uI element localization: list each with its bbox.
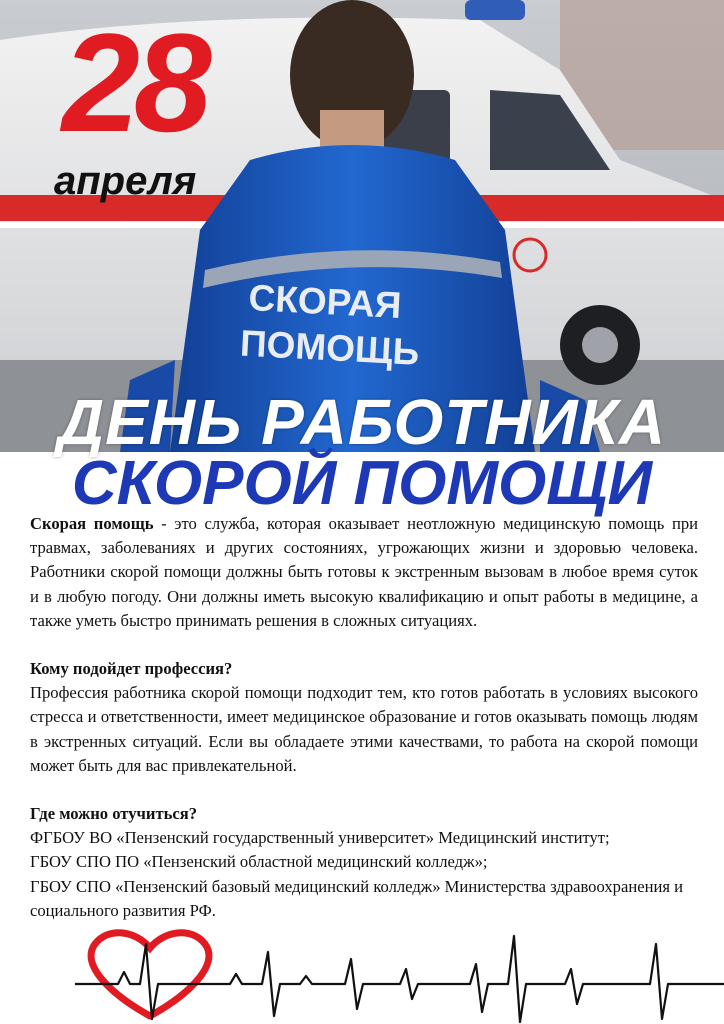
who-paragraph: Профессия работника скорой помощи подходит тем, кто готов работать в условиях высокого стресса и ответственности, имеет медицинское образование и готов оказывать помощь людям в экстренных ситуаций. Если вы обладаете этими качествами, то работа на скорой помощи может быть для вас привлекательной.	[30, 683, 698, 775]
ecg-line	[75, 936, 724, 1022]
date-day: 28	[62, 4, 206, 161]
article-body	[30, 512, 698, 923]
where-heading: Где можно отучиться?	[30, 804, 198, 824]
school-item: ГБОУ СПО «Пензенский базовый медицинский колледж» Министерства здравоохранения и социального развития РФ.	[30, 876, 683, 920]
ecg-decoration	[0, 924, 724, 1024]
school-item: ФГБОУ ВО «Пензенский государственный университет» Медицинский институт;	[30, 828, 610, 848]
jacket-text-line2: ПОМОЩЬ	[239, 322, 421, 373]
date-month: апреля	[54, 159, 197, 203]
school-item: ГБОУ СПО ПО «Пензенский областной медицинский колледж»;	[30, 852, 488, 872]
intro-lead: Скорая помощь	[30, 514, 154, 533]
jacket-text-line1: СКОРАЯ	[247, 277, 403, 326]
who-heading: Кому подойдет профессия?	[30, 659, 233, 679]
title-line2: СКОРОЙ ПОМОЩИ	[71, 449, 653, 518]
intro-paragraph	[30, 512, 698, 633]
intro-text: - это служба, которая оказывает неотложную медицинскую помощь при травмах, заболеваниях и других состояниях, угрожающих жизни и здоровью человека. Работники скорой помощи должны быть готовы к экстренным вызовам в любое время суток и в любую погоду. Они должны иметь высокую квалификацию и опыт работы в медицине, а также уметь быстро принимать решения в сложных ситуациях.	[30, 514, 698, 630]
title-line1: ДЕНЬ РАБОТНИКА	[57, 386, 667, 458]
